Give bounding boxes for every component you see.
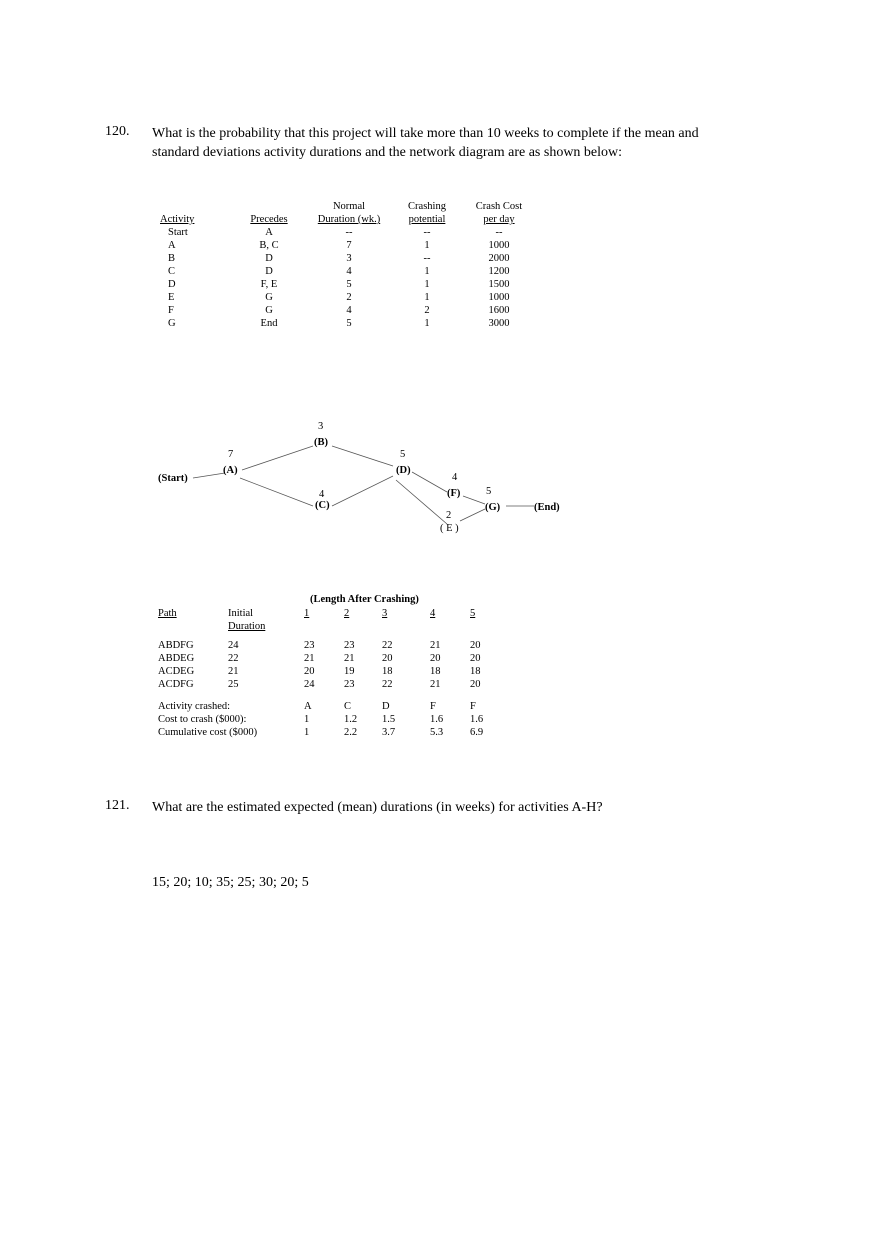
summary-cell: C bbox=[344, 701, 352, 712]
duration-f: 4 bbox=[452, 472, 458, 483]
header-path: Path bbox=[158, 608, 177, 619]
activity-cell: B bbox=[168, 253, 176, 264]
activity-cell: -- bbox=[345, 227, 353, 238]
header-duration: Duration bbox=[228, 621, 266, 632]
path-row bbox=[158, 639, 500, 652]
summary-cell: 1.6 bbox=[470, 714, 484, 725]
summary-cell: Cost to crash ($000): bbox=[158, 714, 247, 725]
activity-cell: Start bbox=[168, 227, 188, 238]
activity-cell: G bbox=[168, 318, 176, 329]
path-cell: 23 bbox=[344, 640, 355, 651]
path-cell: 24 bbox=[304, 679, 315, 690]
activity-cell: 1 bbox=[424, 266, 430, 277]
activity-cell: 4 bbox=[346, 305, 352, 316]
summary-cell: 1.6 bbox=[430, 714, 444, 725]
path-table bbox=[158, 607, 500, 739]
activity-cell: D bbox=[168, 279, 176, 290]
path-table-body bbox=[158, 639, 500, 691]
question-text-121: What are the estimated expected (mean) durations (in weeks) for activities A-H? bbox=[152, 800, 603, 815]
path-cell: 21 bbox=[344, 653, 355, 664]
path-cell: 25 bbox=[228, 679, 239, 690]
summary-cell: 2.2 bbox=[344, 727, 358, 738]
duration-d: 5 bbox=[400, 449, 406, 460]
node-f: (F) bbox=[447, 488, 461, 499]
path-cell: 20 bbox=[470, 640, 481, 651]
activity-row bbox=[160, 239, 536, 252]
summary-cell: Cumulative cost ($000) bbox=[158, 727, 258, 738]
question-number-120: 120. bbox=[105, 124, 130, 139]
activity-cell: F, E bbox=[260, 279, 278, 290]
question-text-120-line2: standard deviations activity durations and the network diagram are as shown below: bbox=[152, 145, 623, 160]
path-cell: 20 bbox=[470, 653, 481, 664]
edge-start-a bbox=[193, 473, 225, 478]
activity-cell: 4 bbox=[346, 266, 352, 277]
activity-cell: 5 bbox=[346, 318, 352, 329]
activity-cell: 2 bbox=[424, 305, 430, 316]
activity-cell: 1000 bbox=[488, 240, 510, 251]
path-cell: 22 bbox=[382, 640, 393, 651]
path-cell: 24 bbox=[228, 640, 239, 651]
node-g: (G) bbox=[485, 502, 501, 513]
path-cell: 22 bbox=[382, 679, 393, 690]
summary-cell: F bbox=[430, 701, 436, 712]
activity-cell: -- bbox=[423, 253, 431, 264]
summary-cell: 5.3 bbox=[430, 727, 444, 738]
header-top-crash-cost: Crash Cost bbox=[475, 201, 523, 212]
node-b: (B) bbox=[314, 437, 328, 448]
duration-a: 7 bbox=[228, 449, 234, 460]
path-cell: 18 bbox=[430, 666, 441, 677]
edge-a-c bbox=[240, 478, 313, 506]
activity-cell: 2000 bbox=[488, 253, 510, 264]
path-cell: 21 bbox=[430, 679, 441, 690]
edge-c-d bbox=[332, 476, 393, 506]
path-cell: 21 bbox=[304, 653, 315, 664]
path-cell: 18 bbox=[470, 666, 481, 677]
activity-cell: B, C bbox=[259, 240, 279, 251]
header-top-crashing: Crashing bbox=[408, 201, 446, 212]
path-cell: 19 bbox=[344, 666, 355, 677]
node-e: ( E ) bbox=[440, 523, 459, 534]
header-step-3: 3 bbox=[382, 608, 388, 619]
header-top-activity bbox=[160, 200, 232, 213]
activity-cell: F bbox=[168, 305, 174, 316]
path-row bbox=[158, 678, 500, 691]
summary-row bbox=[158, 700, 500, 713]
activity-cell: C bbox=[168, 266, 176, 277]
summary-cell: 1 bbox=[304, 727, 310, 738]
path-cell: 20 bbox=[382, 653, 393, 664]
node-end: (End) bbox=[534, 502, 560, 513]
header-step-4: 4 bbox=[430, 608, 436, 619]
header-step-1: 1 bbox=[304, 608, 310, 619]
edge-d-e bbox=[396, 480, 447, 524]
header-precedes: Precedes bbox=[250, 214, 288, 225]
summary-cell: 1 bbox=[304, 714, 310, 725]
header-step-5: 5 bbox=[470, 608, 476, 619]
header-step-2: 2 bbox=[344, 608, 350, 619]
activity-cell: G bbox=[265, 292, 273, 303]
activity-cell: 3000 bbox=[488, 318, 510, 329]
summary-row bbox=[158, 726, 500, 739]
path-cell: ABDEG bbox=[158, 653, 195, 664]
header-crashing-potential: potential bbox=[408, 214, 446, 225]
activity-row bbox=[160, 252, 536, 265]
activity-cell: 1 bbox=[424, 240, 430, 251]
path-cell: ACDEG bbox=[158, 666, 195, 677]
activity-cell: 1000 bbox=[488, 292, 510, 303]
activity-table-header-top bbox=[160, 200, 536, 213]
header-duration: Duration (wk.) bbox=[317, 214, 381, 225]
activity-cell: 1600 bbox=[488, 305, 510, 316]
activity-cell: A bbox=[265, 227, 273, 238]
summary-cell: 1.2 bbox=[344, 714, 358, 725]
activity-cell: A bbox=[168, 240, 176, 251]
activity-table-body bbox=[160, 226, 536, 330]
activity-cell: 5 bbox=[346, 279, 352, 290]
activity-cell: 1 bbox=[424, 292, 430, 303]
activity-cell: End bbox=[260, 318, 278, 329]
node-d: (D) bbox=[396, 465, 411, 476]
duration-b: 3 bbox=[318, 421, 324, 432]
summary-cell: F bbox=[470, 701, 476, 712]
node-a: (A) bbox=[223, 465, 238, 476]
path-table-title: (Length After Crashing) bbox=[310, 594, 419, 605]
activity-cell: 1 bbox=[424, 279, 430, 290]
path-table-header-1 bbox=[158, 607, 500, 620]
path-cell: ABDFG bbox=[158, 640, 194, 651]
activity-cell: D bbox=[265, 266, 273, 277]
activity-cell: -- bbox=[495, 227, 503, 238]
path-cell: 20 bbox=[430, 653, 441, 664]
header-top-precedes bbox=[232, 200, 306, 213]
node-start: (Start) bbox=[158, 473, 188, 484]
activity-row bbox=[160, 278, 536, 291]
header-per-day: per day bbox=[483, 214, 515, 225]
activity-cell: 2 bbox=[346, 292, 352, 303]
path-row bbox=[158, 665, 500, 678]
edge-d-f bbox=[412, 472, 447, 492]
activity-row bbox=[160, 265, 536, 278]
summary-cell: Activity crashed: bbox=[158, 701, 231, 712]
activity-row bbox=[160, 317, 536, 330]
question-text-120 bbox=[152, 124, 792, 162]
activity-cell: G bbox=[265, 305, 273, 316]
activity-table-header-bottom bbox=[160, 213, 536, 226]
header-top-duration: Normal bbox=[332, 201, 366, 212]
edge-a-b bbox=[242, 446, 313, 470]
network-edges bbox=[193, 446, 534, 524]
activity-row bbox=[160, 304, 536, 317]
path-row bbox=[158, 652, 500, 665]
duration-c: 4 bbox=[319, 489, 325, 500]
path-cell: ACDFG bbox=[158, 679, 194, 690]
path-cell: 20 bbox=[470, 679, 481, 690]
edge-f-g bbox=[463, 496, 485, 504]
activity-cell: E bbox=[168, 292, 175, 303]
header-initial: Initial bbox=[228, 608, 254, 619]
path-summary-body bbox=[158, 700, 500, 739]
summary-cell: A bbox=[304, 701, 312, 712]
summary-cell: 3.7 bbox=[382, 727, 396, 738]
activity-row bbox=[160, 291, 536, 304]
summary-cell: D bbox=[382, 701, 390, 712]
activity-cell: D bbox=[265, 253, 273, 264]
answer-121: 15; 20; 10; 35; 25; 30; 20; 5 bbox=[152, 875, 309, 890]
path-cell: 23 bbox=[344, 679, 355, 690]
path-table-header-2 bbox=[158, 620, 500, 633]
path-cell: 22 bbox=[228, 653, 239, 664]
activity-cell: 1500 bbox=[488, 279, 510, 290]
question-text-120-line1: What is the probability that this project will take more than 10 weeks to complete if the mean and bbox=[152, 126, 699, 141]
path-cell: 20 bbox=[304, 666, 315, 677]
node-c: (C) bbox=[315, 500, 330, 511]
activity-cell: 1200 bbox=[488, 266, 510, 277]
path-cell: 21 bbox=[228, 666, 239, 677]
activity-cell: -- bbox=[423, 227, 431, 238]
duration-e: 2 bbox=[446, 510, 452, 521]
edge-e-g bbox=[460, 509, 485, 521]
activity-table bbox=[160, 200, 536, 330]
network-diagram bbox=[150, 410, 580, 540]
summary-cell: 6.9 bbox=[470, 727, 484, 738]
summary-row bbox=[158, 713, 500, 726]
activity-cell: 3 bbox=[346, 253, 352, 264]
edge-b-d bbox=[332, 446, 393, 466]
summary-cell: 1.5 bbox=[382, 714, 396, 725]
path-cell: 18 bbox=[382, 666, 393, 677]
header-activity: Activity bbox=[160, 214, 195, 225]
path-cell: 23 bbox=[304, 640, 315, 651]
activity-row bbox=[160, 226, 536, 239]
path-cell: 21 bbox=[430, 640, 441, 651]
duration-g: 5 bbox=[486, 486, 492, 497]
question-number-121: 121. bbox=[105, 798, 130, 813]
activity-cell: 7 bbox=[346, 240, 352, 251]
activity-cell: 1 bbox=[424, 318, 430, 329]
